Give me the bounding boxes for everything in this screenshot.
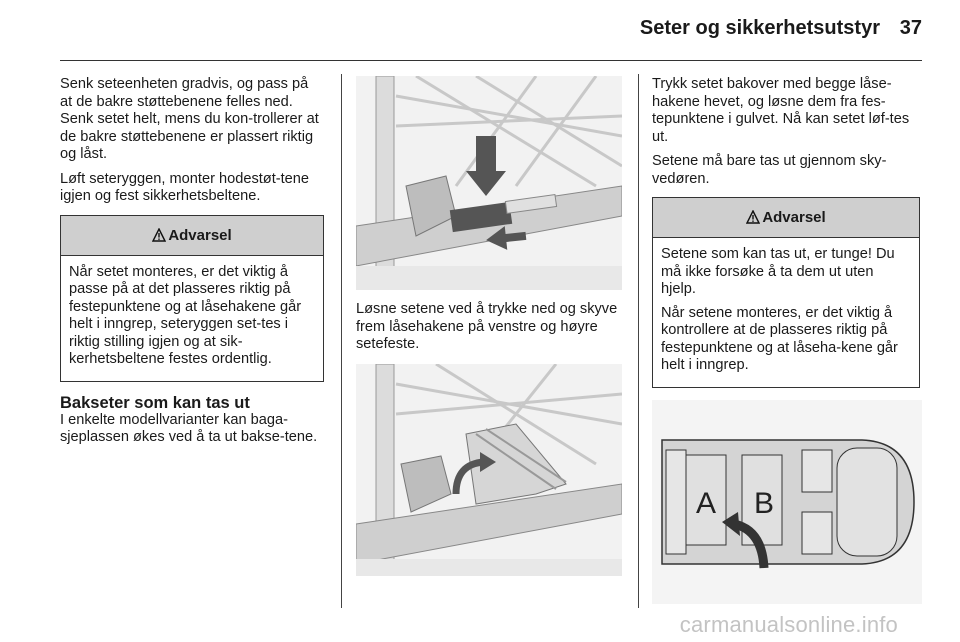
page-header-title: Seter og sikkerhetsutstyr — [639, 17, 880, 39]
figure-van-seat-layout — [652, 400, 922, 604]
warning-header — [61, 216, 323, 256]
seat-label-a: A — [695, 487, 717, 520]
figure-seat-latch-release — [356, 364, 622, 576]
figure-seat-latch-push — [356, 76, 622, 290]
page-number: 37 — [899, 17, 922, 39]
column-divider-left — [341, 74, 342, 608]
paragraph-lower-seat: Senk seteenheten gradvis, og pass på at de bakre støttebenene felles ned. Senk setet helt, mens du kon-trollerer at de bakre støttebenene er plassert riktig og låst. — [60, 76, 319, 162]
warning-text: Når setet monteres, er det viktig å passe på at det plasseres riktig på festepunktene og at låsehakene går helt i inngrep, seteryggen set-tes i riktig stilling igjen og at sik-kerhetsbeltene festes ordentlig. — [69, 263, 302, 367]
paragraph-sliding-door: Setene må bare tas ut gjennom sky-vedøren. — [652, 153, 887, 187]
paragraph-push-seat-back: Trykk setet bakover med begge låse-hakene hevet, og løsne dem fra fes-tepunktene i gulvet. Nå kan setet løf-tes ut. — [652, 76, 910, 145]
warning-triangle-icon — [152, 218, 166, 257]
header-divider — [60, 60, 922, 61]
column-left — [60, 76, 324, 454]
warning-title: Advarsel — [762, 209, 826, 226]
warning-header — [653, 198, 919, 238]
warning-text-mounting: Når setene monteres, er det viktig å kontrollere at de plasseres riktig på festepunktene og at låseha-kene går helt i inngrep. — [661, 304, 898, 373]
paragraph-raise-backrest: Løft seteryggen, monter hodestøt-tene igjen og fest sikkerhetsbeltene. — [60, 170, 310, 204]
watermark: carmanualsonline.info — [679, 612, 898, 637]
section-text: I enkelte modellvarianter kan baga-sjeplassen økes ved å ta ut bakse-tene. — [60, 411, 318, 445]
section-title: Bakseter som kan tas ut — [60, 393, 250, 412]
warning-triangle-icon — [746, 200, 760, 239]
warning-box-mounting — [60, 215, 324, 382]
seat-label-b: B — [753, 487, 775, 520]
column-divider-right — [638, 74, 639, 608]
figure-caption: Løsne setene ved å trykke ned og skyve frem låsehakene på venstre og høyre setefeste. — [356, 301, 618, 352]
column-right — [652, 76, 920, 388]
warning-title: Advarsel — [168, 226, 232, 244]
warning-box-heavy-seats — [652, 197, 920, 388]
warning-text-heavy: Setene som kan tas ut, er tunge! Du må ikke forsøke å ta dem ut uten hjelp. — [661, 246, 895, 297]
